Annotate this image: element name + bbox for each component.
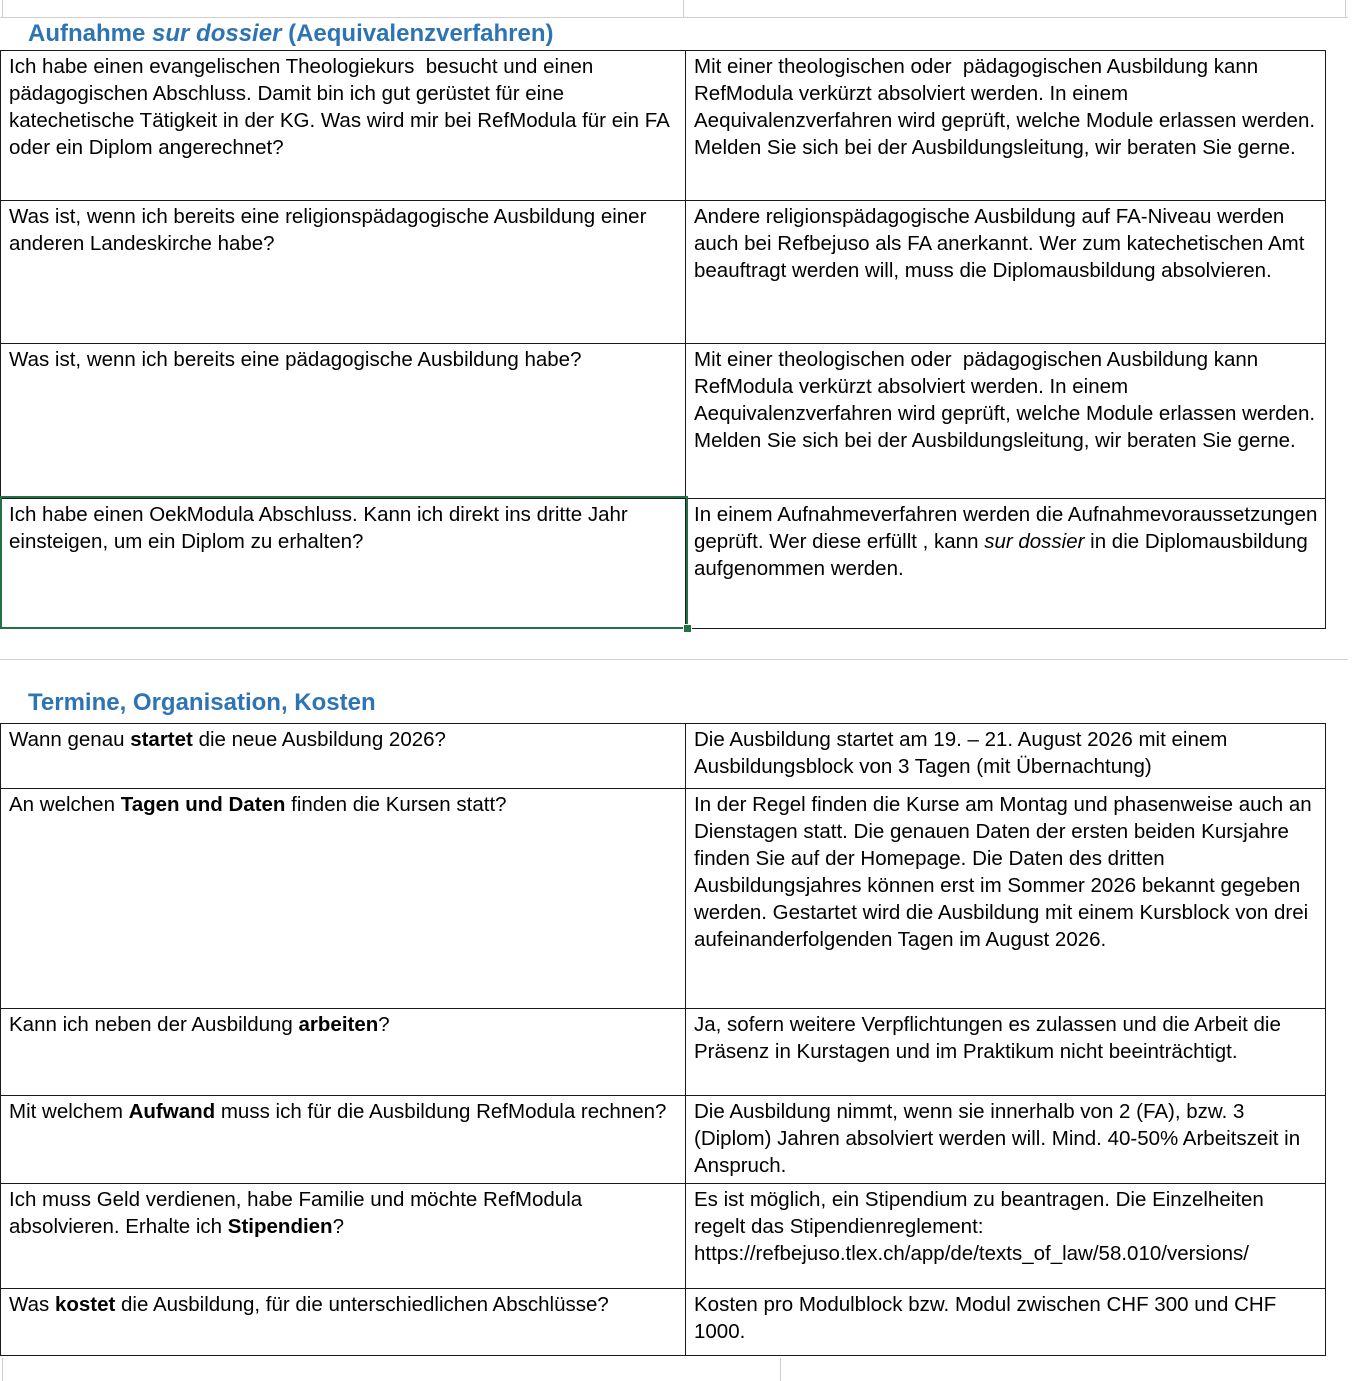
- text-run: arbeiten: [298, 1013, 379, 1036]
- text-run: sur dossier: [152, 20, 282, 47]
- text-run: Was ist, wenn ich bereits eine pädagogische Ausbildung habe?: [9, 348, 582, 371]
- selected-cell-outline[interactable]: [0, 496, 688, 629]
- faq-row: [0, 789, 1326, 1009]
- text-run: ?: [332, 1215, 344, 1238]
- question-cell[interactable]: [0, 51, 686, 200]
- text-run: kostet: [54, 1293, 116, 1316]
- text-run: Die Ausbildung startet am 19. – 21. August 2026 mit einem Ausbildungsblock von 3 Tagen (mit Übernachtung): [694, 728, 1232, 778]
- text-run: finden die Kursen statt?: [285, 793, 507, 816]
- text-run: Termine, Organisation, Kosten: [28, 689, 376, 716]
- faq-row: [0, 1184, 1326, 1289]
- answer-cell[interactable]: [686, 499, 1326, 628]
- answer-cell[interactable]: [686, 724, 1326, 788]
- answer-cell[interactable]: [686, 789, 1326, 1008]
- text-run: Ich muss Geld verdienen, habe Familie und möchte RefModula absolvieren. Erhalte ich: [9, 1188, 588, 1238]
- text-run: (Aequivalenzverfahren): [281, 20, 554, 47]
- question-cell[interactable]: [0, 201, 686, 343]
- text-run: Mit einer theologischen oder pädagogischen Ausbildung kann RefModula verkürzt absolviert werden. In einem Aequivalenzverfahren wird geprüft, welche Module erlassen werden. Melden Sie sich bei der Ausbildungsleitung, wir beraten Sie gerne.: [694, 348, 1321, 452]
- text-run: Kann ich neben der Ausbildung: [9, 1013, 299, 1036]
- text-run: Was ist, wenn ich bereits eine religionspädagogische Ausbildung einer anderen Landeskirche habe?: [9, 205, 653, 255]
- question-cell[interactable]: [0, 1184, 686, 1288]
- text-run: Wann genau: [9, 728, 131, 751]
- section-header-termine[interactable]: [28, 688, 376, 718]
- text-run: die Ausbildung, für die unterschiedlichen Abschlüsse?: [115, 1293, 609, 1316]
- text-run: muss ich für die Ausbildung RefModula rechnen?: [215, 1100, 667, 1123]
- gridline-vertical-top-right: [1345, 0, 1346, 17]
- gridline-horizontal-top: [0, 17, 1348, 18]
- text-run: Aufnahme: [28, 20, 153, 47]
- faq-row: [0, 51, 1326, 201]
- faq-row: [0, 724, 1326, 789]
- answer-cell[interactable]: [686, 1096, 1326, 1183]
- text-run: Ja, sofern weitere Verpflichtungen es zulassen und die Arbeit die Präsenz in Kurstagen und im Praktikum nicht beeinträchtigt.: [694, 1013, 1287, 1063]
- question-cell[interactable]: [0, 1289, 686, 1355]
- section-header-aufnahme[interactable]: [28, 19, 553, 49]
- text-run: Andere religionspädagogische Ausbildung auf FA-Niveau werden auch bei Refbejuso als FA anerkannt. Wer zum katechetischen Amt beauftragt werden will, muss die Diplomausbildung absolvieren.: [694, 205, 1311, 282]
- faq-row: [0, 201, 1326, 344]
- gridline-vertical-bottom-left: [2, 1358, 3, 1381]
- gridline-vertical-top-left: [2, 0, 3, 17]
- answer-cell[interactable]: [686, 1184, 1326, 1288]
- question-cell[interactable]: [0, 344, 686, 498]
- gridline-vertical-bottom-middle: [780, 1358, 781, 1381]
- faq-row: [0, 1289, 1326, 1356]
- text-run: Aufwand: [128, 1100, 216, 1123]
- question-cell[interactable]: [0, 1009, 686, 1095]
- text-run: in die Diplomausbildung aufgenommen werden.: [694, 530, 1314, 580]
- text-run: Mit einer theologischen oder pädagogischen Ausbildung kann RefModula verkürzt absolviert werden. In einem Aequivalenzverfahren wird geprüft, welche Module erlassen werden. Melden Sie sich bei der Ausbildungsleitung, wir beraten Sie gerne.: [694, 55, 1321, 159]
- faq-row: [0, 1009, 1326, 1096]
- text-run: Es ist möglich, ein Stipendium zu beantragen. Die Einzelheiten regelt das Stipendienreglement: https://refbejuso.tlex.ch/app/de/texts_of_law/58.010/versions/: [694, 1188, 1270, 1265]
- question-cell[interactable]: [0, 789, 686, 1008]
- text-run: In der Regel finden die Kurse am Montag und phasenweise auch an Dienstagen statt. Die genauen Daten der ersten beiden Kursjahre finden Sie auf der Homepage. Die Daten des dritten Ausbildungsjahres können erst im Sommer 2026 bekannt gegeben werden. Gestartet wird die Ausbildung mit einem Kursblock von drei aufeinanderfolgenden Tagen im August 2026.: [694, 793, 1318, 951]
- gridline-vertical-top-middle: [683, 0, 684, 17]
- text-run: Ich habe einen OekModula Abschluss. Kann ich direkt ins dritte Jahr einsteigen, um ein Diplom zu erhalten?: [9, 503, 634, 553]
- text-run: An welchen: [9, 793, 121, 816]
- text-run: Ich habe einen evangelischen Theologiekurs besucht und einen pädagogischen Abschluss. Damit bin ich gut gerüstet für eine katechetische Tätigkeit in der KG. Was wird mir bei RefModula für ein FA oder ein Diplom angerechnet?: [9, 55, 675, 159]
- text-run: Die Ausbildung nimmt, wenn sie innerhalb von 2 (FA), bzw. 3 (Diplom) Jahren absolviert werden will. Mind. 40-50% Arbeitszeit in Anspruch.: [694, 1100, 1305, 1177]
- faq-row: [0, 1096, 1326, 1184]
- text-run: Was: [9, 1293, 55, 1316]
- text-run: startet: [130, 728, 193, 751]
- question-cell[interactable]: [0, 1096, 686, 1183]
- answer-cell[interactable]: [686, 201, 1326, 343]
- text-run: Mit welchem: [9, 1100, 129, 1123]
- answer-cell[interactable]: [686, 344, 1326, 498]
- answer-cell[interactable]: [686, 1289, 1326, 1355]
- text-run: Tagen und Daten: [120, 793, 286, 816]
- text-run: Kosten pro Modulblock bzw. Modul zwischen CHF 300 und CHF 1000.: [694, 1293, 1282, 1343]
- faq-table-termine: [0, 723, 1326, 1356]
- text-run: ?: [378, 1013, 390, 1036]
- selection-fill-handle[interactable]: [683, 624, 692, 633]
- gridline-horizontal-middle: [0, 659, 1348, 660]
- text-run: Stipendien: [227, 1215, 333, 1238]
- question-cell[interactable]: [0, 724, 686, 788]
- answer-cell[interactable]: [686, 51, 1326, 200]
- text-run: die neue Ausbildung 2026?: [192, 728, 446, 751]
- faq-row: [0, 344, 1326, 499]
- answer-cell[interactable]: [686, 1009, 1326, 1095]
- text-run: sur dossier: [984, 530, 1085, 553]
- text-run: In einem Aufnahmeverfahren werden die Aufnahmevoraussetzungen geprüft. Wer diese erfüllt , kann: [694, 503, 1324, 553]
